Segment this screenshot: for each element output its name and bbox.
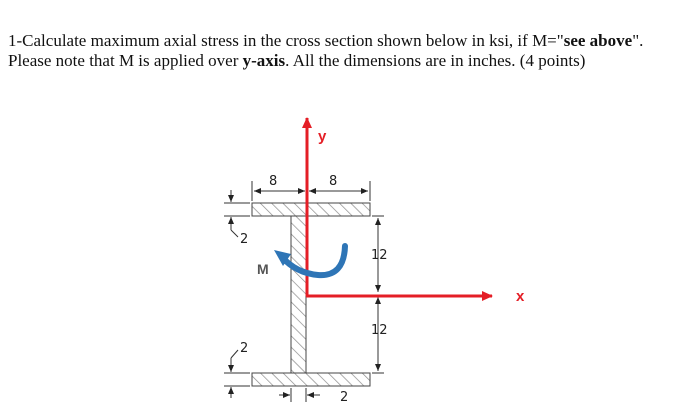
dim-top-left-label: 8 bbox=[269, 174, 278, 189]
top-flange bbox=[252, 203, 370, 216]
problem-bold-text: y-axis bbox=[242, 51, 286, 70]
dim-bottom-flange-label: 2 bbox=[240, 341, 249, 356]
bottom-flange bbox=[252, 373, 370, 386]
problem-text: Please note that M is applied over bbox=[8, 51, 243, 70]
dim-bottom-flange bbox=[224, 350, 250, 398]
y-axis-label: y bbox=[318, 128, 327, 145]
problem-text: . All the dimensions are in inches. (4 points) bbox=[285, 51, 586, 70]
moment-label: M bbox=[257, 261, 269, 277]
x-axis-label: x bbox=[516, 288, 525, 305]
problem-bold-text: see above bbox=[563, 31, 633, 50]
problem-text: 1-Calculate maximum axial stress in the cross section shown below in ksi, if M=" bbox=[8, 31, 564, 50]
dim-web-width-label: 2 bbox=[340, 390, 349, 405]
web bbox=[291, 216, 306, 373]
problem-text: ". bbox=[632, 31, 644, 50]
dim-top-flange bbox=[224, 190, 250, 237]
dim-top-right-label: 8 bbox=[329, 174, 338, 189]
dim-web-width bbox=[279, 388, 320, 402]
dim-upper-web-label: 12 bbox=[371, 248, 388, 263]
dim-lower-web-label: 12 bbox=[371, 323, 388, 338]
dim-top-flange-label: 2 bbox=[240, 232, 249, 247]
